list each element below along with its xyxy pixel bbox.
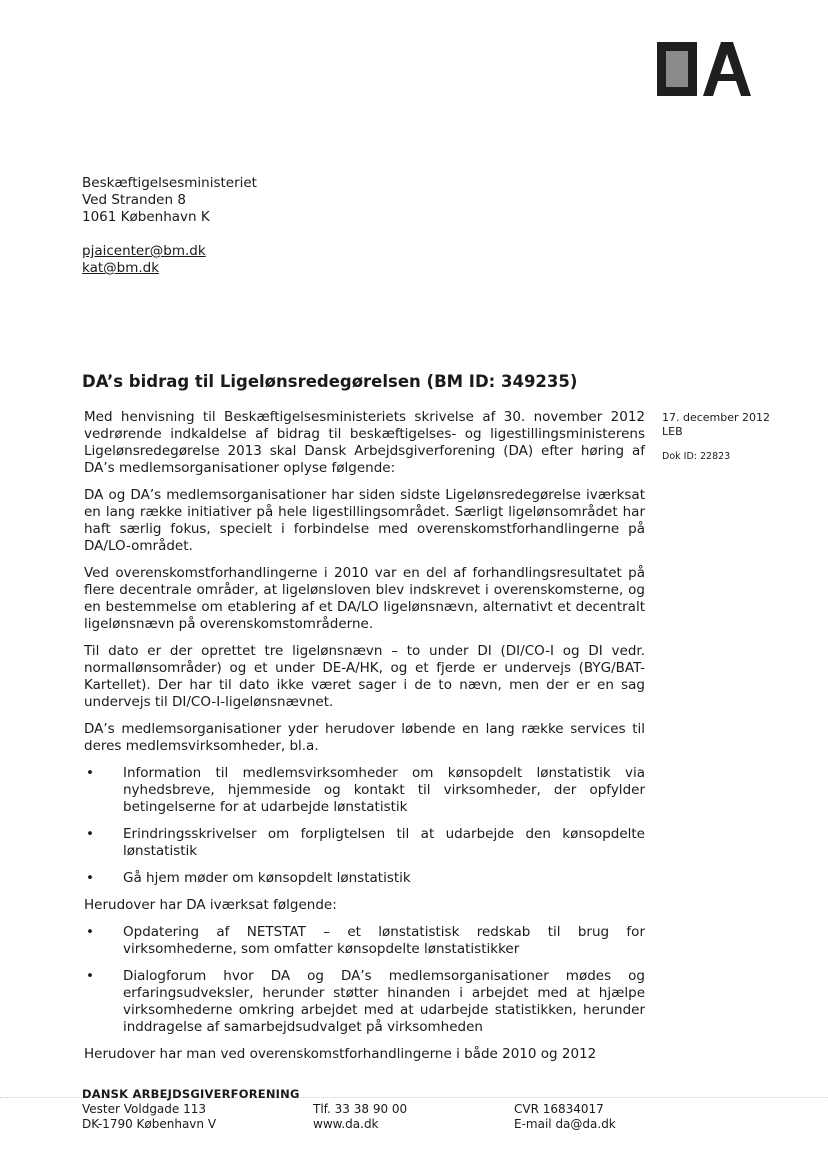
list-item-text: Erindringsskrivelser om forpligtelsen til at udarbejde den kønsopdelte lønstatistik	[123, 826, 645, 859]
paragraph: Til dato er der oprettet tre ligelønsnævn – to under DI (DI/CO-I og DI vedr. normallønsområder) og et under DE-A/HK, og et fjerde er undervejs (BYG/BAT-Kartellet). Der har til dato ikke været sager i de to nævn, men der er en sag undervejs til DI/CO-I-ligelønsnævnet.	[84, 643, 645, 710]
paragraph: DA’s medlemsorganisationer yder herudover løbende en lang række services til deres medlemsvirksomheder, bl.a.	[84, 721, 645, 754]
list-item	[84, 924, 645, 958]
footer-address	[82, 1102, 216, 1132]
footer-address-line: Vester Voldgade 113	[82, 1102, 207, 1116]
footer-website-link[interactable]: www.da.dk	[313, 1117, 379, 1131]
recipient-emails	[82, 243, 206, 277]
paragraph: DA og DA’s medlemsorganisationer har siden sidste Ligelønsredegørelse iværksat en lang række initiativer på hele ligestillingsområdet. Særligt ligelønsområdet har haft særlig fokus, specielt i forbindelse med overenskomstforhandlingerne på DA/LO-området.	[84, 487, 645, 554]
paragraph: Med henvisning til Beskæftigelsesministeriets skrivelse af 30. november 2012 vedrørende indkaldelse af bidrag til beskæftigelses- og ligestillingsministerens Ligelønsredegørelse 2013 skal Dansk Arbejdsgiverforening (DA) efter høring af DA’s medlemsorganisationer oplyse følgende:	[84, 409, 645, 476]
paragraph: Herudover har DA iværksat følgende:	[84, 897, 337, 913]
letter-date: 17. december 2012	[662, 411, 771, 424]
list-item	[84, 968, 645, 1036]
list-item	[84, 870, 645, 887]
list-item-text: Opdatering af NETSTAT – et lønstatistisk redskab til brug for virksomhederne, som omfatter kønsopdelte lønstatistikker	[123, 924, 645, 957]
footer-organization: DANSK ARBEJDSGIVERFORENING	[82, 1087, 300, 1101]
list-item	[84, 765, 645, 816]
list-item-text: Dialogforum hvor DA og DA’s medlemsorganisationer mødes og erfaringsudveksler, herunder støtter hinanden i arbejdet med at hjælpe virksomhederne omkring arbejdet med at udarbejde statistikken, herunder inddragelse af samarbejdsudvalget på virksomheden	[123, 968, 645, 1035]
letter-body	[84, 409, 645, 1073]
letter-initials: LEB	[662, 425, 683, 438]
bullet-icon: •	[86, 968, 94, 984]
recipient-line: 1061 København K	[82, 209, 210, 225]
email-link[interactable]: pjaicenter@bm.dk	[82, 243, 206, 259]
footer-ids	[514, 1102, 616, 1132]
footer-cvr: CVR 16834017	[514, 1102, 604, 1116]
bullet-icon: •	[86, 924, 94, 940]
bullet-icon: •	[86, 765, 94, 781]
paragraph: Ved overenskomstforhandlingerne i 2010 var en del af forhandlingsresultatet på flere decentrale områder, at ligelønsloven blev indskrevet i overenskomsterne, og en bestemmelse om etablering af et DA/LO ligelønsnævn, alternativt et decentralt ligelønsnævn på overenskomstområderne.	[84, 565, 645, 632]
list-item	[84, 826, 645, 860]
bullet-icon: •	[86, 870, 94, 886]
document-id: Dok ID: 22823	[662, 451, 731, 462]
footer-address-line: DK-1790 København V	[82, 1117, 217, 1131]
recipient-line: Ved Stranden 8	[82, 192, 186, 208]
bullet-icon: •	[86, 826, 94, 842]
footer-email-link[interactable]: E-mail da@da.dk	[514, 1117, 616, 1131]
initiative-list	[84, 924, 645, 1036]
service-list	[84, 765, 645, 887]
paragraph: Herudover har man ved overenskomstforhandlingerne i både 2010 og 2012	[84, 1046, 597, 1062]
list-item-text: Gå hjem møder om kønsopdelt lønstatistik	[123, 870, 411, 886]
letter-meta	[662, 411, 770, 464]
da-logo	[657, 40, 769, 98]
recipient-line: Beskæftigelsesministeriet	[82, 175, 257, 191]
recipient-address	[82, 175, 257, 226]
letter-title: DA’s bidrag til Ligelønsredegørelsen (BM ID: 349235)	[82, 372, 578, 391]
list-item-text: Information til medlemsvirksomheder om kønsopdelt lønstatistik via nyhedsbreve, hjemmeside og kontakt til virksomheder, der opfylder betingelserne for at udarbejde lønstatistik	[123, 765, 645, 815]
da-logo-mark	[657, 42, 751, 96]
footer-phone: Tlf. 33 38 90 00	[313, 1102, 408, 1116]
email-link[interactable]: kat@bm.dk	[82, 260, 160, 276]
footer-contact	[313, 1102, 407, 1132]
